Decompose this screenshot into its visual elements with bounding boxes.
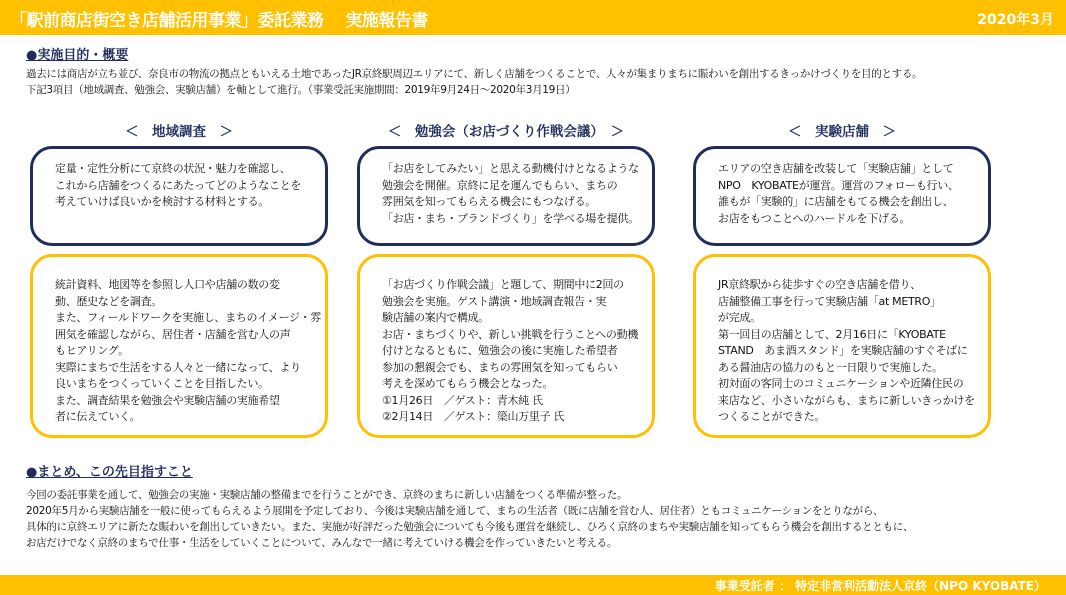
summary-text bbox=[26, 487, 913, 551]
purpose-line: 雰囲気を知ってもらえる機会にもつなげる。 bbox=[382, 195, 596, 208]
overview-heading: ●実施目的・概要 bbox=[26, 48, 129, 63]
study-session-purpose-box bbox=[357, 146, 655, 246]
details-line: ある醤油店の協力のもと一日限りで実施した。 bbox=[718, 360, 943, 374]
details-line: ②2月14日 ／ゲスト：簗山万里子 氏 bbox=[382, 410, 565, 423]
purpose-line: 「お店・まち・ブランドづくり」を学べる場を提供。 bbox=[382, 211, 639, 225]
overview-line: 過去には商店が立ち並び、奈良市の物流の拠点ともいえる土地であったJR京終駅周辺エリアにて、新しく店舗をつくることで、人々が集まりまちに賑わいを創出するきっかけづくりを目的とする。 bbox=[26, 68, 923, 80]
details-line: 勉強会を実施。ゲスト講演・地域調査報告・実 bbox=[382, 294, 607, 308]
purpose-line: 誰もが「実験的」に店舗をもてる機会を創出し、 bbox=[718, 195, 954, 208]
summary-line: 今回の委託事業を通して、勉強会の実施・実験店舗の整備までを行うことができ、京終のまちに新しい店舗をつくる準備が整った。 bbox=[26, 489, 628, 501]
purpose-line: 考えていけば良いかを検討する材料とする。 bbox=[55, 195, 269, 208]
details-line: もヒアリング。 bbox=[55, 344, 129, 357]
purpose-line: エリアの空き店舗を改装して「実験店舗」として bbox=[718, 162, 954, 175]
header-bar bbox=[0, 0, 1066, 35]
summary-line: 2020年5月から実験店舗を一般に使ってもらえるよう展開を予定しており、今後は実験店舗を通して、まちの生活者（既に店舗を営む人、居住者）ともコミュニケーションをとりながら、 bbox=[26, 505, 884, 517]
purpose-line: 「お店をしてみたい」と思える動機付けとなるような bbox=[382, 162, 639, 175]
details-line: 付けとなるともに、勉強会の後に実施した希望者 bbox=[382, 344, 618, 357]
purpose-line: これから店舗をつくるにあたってどのようなことを bbox=[55, 178, 302, 192]
summary-line: 具体的に京終エリアに新たな賑わいを創出していきたい。また、実施が好評だった勉強会についても今後も運営を継続し、ひろく京終のまちや実験店舗を知ってもらう機会を創出するとともに、 bbox=[26, 521, 914, 533]
summary-heading: ●まとめ、この先目指すこと bbox=[26, 465, 193, 480]
details-line: ①1月26日 ／ゲスト：青木純 氏 bbox=[382, 393, 543, 407]
details-line: 参加の懇親会でも、まちの雰囲気を知ってもらい bbox=[382, 360, 618, 374]
experimental-store-details-box bbox=[693, 254, 991, 438]
details-line: 統計資料、地図等を参照し人口や店舗の数の変 bbox=[55, 278, 280, 291]
details-line: JR京終駅から徒歩すぐの空き店舗を借り、 bbox=[718, 278, 921, 291]
details-line: 「お店づくり作戦会議」と題して、期間中に2回の bbox=[382, 278, 624, 291]
purpose-line: 勉強会を開催。京終に足を運んでもらい、まちの bbox=[382, 178, 618, 192]
report-date: 2020年3月 bbox=[977, 12, 1054, 28]
page-title: 「駅前商店街空き店舗活用事業」委託業務 実施報告書 bbox=[10, 11, 428, 31]
details-line: 店舗整備工事を行って実験店舗「at METRO」 bbox=[718, 294, 941, 308]
details-line: 動、歴史などを調査。 bbox=[55, 294, 162, 308]
column-heading-experimental-store: ＜ 実験店舗 ＞ bbox=[788, 124, 896, 140]
details-line: 第一回目の店舗として、2月16日に「KYOBATE bbox=[718, 327, 946, 341]
details-line: つくることができた。 bbox=[718, 410, 825, 423]
details-line: 者に伝えていく。 bbox=[55, 410, 141, 423]
purpose-line: 定量・定性分析にて京終の状況・魅力を確認し、 bbox=[55, 162, 291, 175]
details-line: また、フィールドワークを実施し、まちのイメージ・雰 bbox=[55, 311, 322, 324]
column-heading-study-session: ＜ 勉強会（お店づくり作戦会議） ＞ bbox=[387, 124, 625, 140]
area-survey-details-box bbox=[30, 254, 328, 438]
details-line: 実際にまちで生活をする人々と一緒になって、より bbox=[55, 360, 301, 374]
details-line: 囲気を確認しながら、居住者・店舗を営む人の声 bbox=[55, 327, 291, 341]
details-line: 初対面の客同士のコミュニケーションや近隣住民の bbox=[718, 377, 964, 390]
details-line: 験店舗の案内で構成。 bbox=[382, 311, 489, 324]
overview-text bbox=[26, 66, 922, 98]
footer-bar bbox=[0, 575, 1066, 595]
column-heading-area-survey: ＜ 地域調査 ＞ bbox=[125, 124, 233, 140]
purpose-line: NPO KYOBATEが運営。運営のフォローも行い、 bbox=[718, 178, 959, 192]
summary-line: お店だけでなく京終のまちで仕事・生活をしていくことについて、みんなで一緒に考えていける機会を作っていきたいと考える。 bbox=[26, 537, 618, 549]
details-line: 考えを深めてもらう機会となった。 bbox=[382, 377, 554, 390]
details-line: が完成。 bbox=[718, 311, 761, 324]
study-session-details-box bbox=[357, 254, 655, 438]
purpose-line: お店をもつことへのハードルを下げる。 bbox=[718, 211, 911, 225]
details-line: 良いまちをつくっていくことを目指したい。 bbox=[55, 377, 269, 390]
details-line: お店・まちづくりや、新しい挑戦を行うことへの動機 bbox=[382, 327, 639, 341]
contractor-text: 事業受託者 ： 特定非営利活動法人京終（NPO KYOBATE） bbox=[714, 579, 1046, 593]
experimental-store-purpose-box bbox=[693, 146, 991, 246]
details-line: 来店など、小さいながらも、まちに新しいきっかけを bbox=[718, 393, 975, 407]
area-survey-purpose-box bbox=[30, 146, 328, 246]
overview-line: 下記3項目（地域調査、勉強会、実験店舗）を軸として進行。（事業受託実施期間：2019年9月24日～2020年3月19日） bbox=[26, 84, 576, 96]
details-line: また、調査結果を勉強会や実験店舗の実施希望 bbox=[55, 393, 280, 407]
details-line: STAND あま酒スタンド」を実験店舗のすぐそばに bbox=[718, 344, 968, 357]
